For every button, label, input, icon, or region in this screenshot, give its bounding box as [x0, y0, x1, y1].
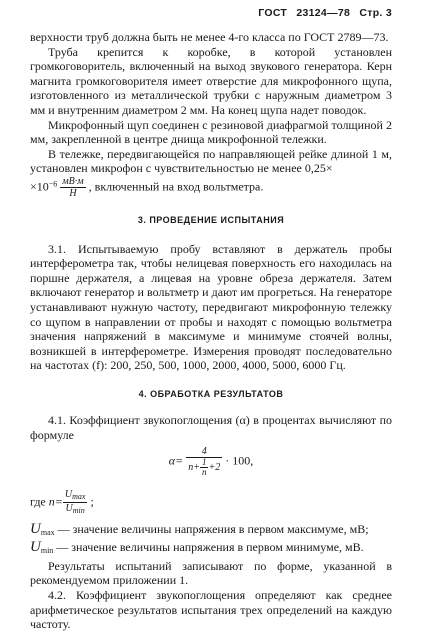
formula-fraction — [186, 446, 222, 477]
n-num-u: U — [64, 488, 73, 500]
formula-numerator: 4 — [186, 446, 222, 458]
definition-umax — [30, 522, 392, 541]
umin-symbol-sub: min — [40, 546, 54, 556]
formula-den-b: +2 — [208, 461, 221, 473]
paragraph-4-1: 4.1. Коэффициент звукопоглощения (α) в процентах вычисляют по формуле — [30, 413, 392, 443]
sensitivity-rest: , включенный на вход вольтметра. — [88, 179, 264, 194]
umax-symbol-sub: max — [40, 527, 55, 537]
sensitivity-unit — [60, 176, 85, 199]
umin-definition: — значение величины напряжения в первом минимуме, мВ. — [53, 540, 364, 555]
formula-inner-num: 1 — [201, 456, 207, 467]
paragraph-continuation: верхности труб должна быть не менее 4-го класса по ГОСТ 2789—73. — [30, 30, 389, 44]
n-num — [63, 489, 88, 503]
definition-umin — [30, 540, 392, 559]
paragraph-tube: Труба крепится к коробке, в которой установлен громкоговоритель, включенный на выход звукового генератора. Керн магнита громкоговорителя имеет отверстие для микрофонного щупа, изготовленного из металлической трубки с наружным диаметром 3 мм и внутренним диаметром 2 мм. На конец щупа надет поводок. — [30, 44, 392, 117]
n-den-u: U — [65, 502, 73, 514]
n-semicolon: ; — [90, 493, 94, 508]
absorption-formula — [30, 446, 392, 486]
paragraph-probe: Микрофонный щуп соединен с резиновой диафрагмой толщиной 2 мм, закрепленной в центре днища микрофонной тележки. — [30, 117, 392, 147]
unit-num: мВ·м — [62, 175, 84, 187]
formula-den-a: n+ — [188, 461, 200, 473]
page-number: Стр. 3 — [359, 7, 392, 19]
unit-den: Н — [69, 187, 77, 199]
formula-tail: · 100, — [225, 452, 254, 467]
section-3-heading: 3. ПРОВЕДЕНИЕ ИСПЫТАНИЯ — [137, 214, 285, 225]
sensitivity-exp: −6 — [48, 179, 58, 189]
where-n-line — [30, 489, 392, 516]
formula-denominator — [186, 458, 222, 477]
umin-symbol: U — [30, 539, 41, 556]
section-4-heading: 4. ОБРАБОТКА РЕЗУЛЬТАТОВ — [138, 388, 284, 399]
n-den — [63, 503, 88, 516]
umax-definition: — значение величины напряжения в первом максимуме, мВ; — [54, 521, 369, 536]
n-fraction — [63, 489, 88, 516]
paragraph-4-2: 4.2. Коэффициент звукопоглощения определяют как среднее арифметическое результатов испытания трех определений на каждую частоту. — [30, 588, 392, 632]
formula-inner-den: n — [201, 466, 207, 477]
formula-lhs: α= — [168, 452, 184, 467]
n-eq: n= — [48, 493, 63, 508]
umax-symbol: U — [30, 520, 41, 537]
n-den-sub: min — [72, 505, 85, 515]
paragraph-sensitivity — [30, 176, 392, 199]
gost-label: ГОСТ — [258, 7, 288, 19]
sensitivity-mult: ×10 — [30, 179, 49, 194]
page-header — [252, 6, 392, 21]
where-label: где — [30, 493, 46, 508]
carriage-text: В тележке, передвигающейся по направляющей рейке длиной 1 м, установлен микрофон с чувствительностью не менее 0,25× — [30, 146, 392, 176]
gost-number: 23124—78 — [296, 7, 351, 19]
paragraph-results: Результаты испытаний записывают по форме, указанной в рекомендуемом приложении 1. — [30, 558, 392, 588]
n-num-sub: max — [72, 491, 86, 501]
paragraph-3-1: 3.1. Испытываемую пробу вставляют в держатель пробы интерферометра так, чтобы нелицевая поверхность его находилась на поршне держателя, а лицевая на уровне обреза держателя. Затем включают генератор и вольтметр и дают им прогреться. На генераторе устанавливают нужную частоту, передвигают микрофонную тележку со щупом в направлении от пробы и находят с помощью вольтметра значения напряжений в максимуме и минимуме стоячей волны, возникшей в интерферометре. Измерения проводят последовательно на частотах (f): 200, 250, 500, 1000, 2000, 4000, 5000, 6000 Гц. — [30, 241, 392, 373]
document-body — [30, 30, 392, 632]
paragraph-carriage — [30, 147, 392, 176]
